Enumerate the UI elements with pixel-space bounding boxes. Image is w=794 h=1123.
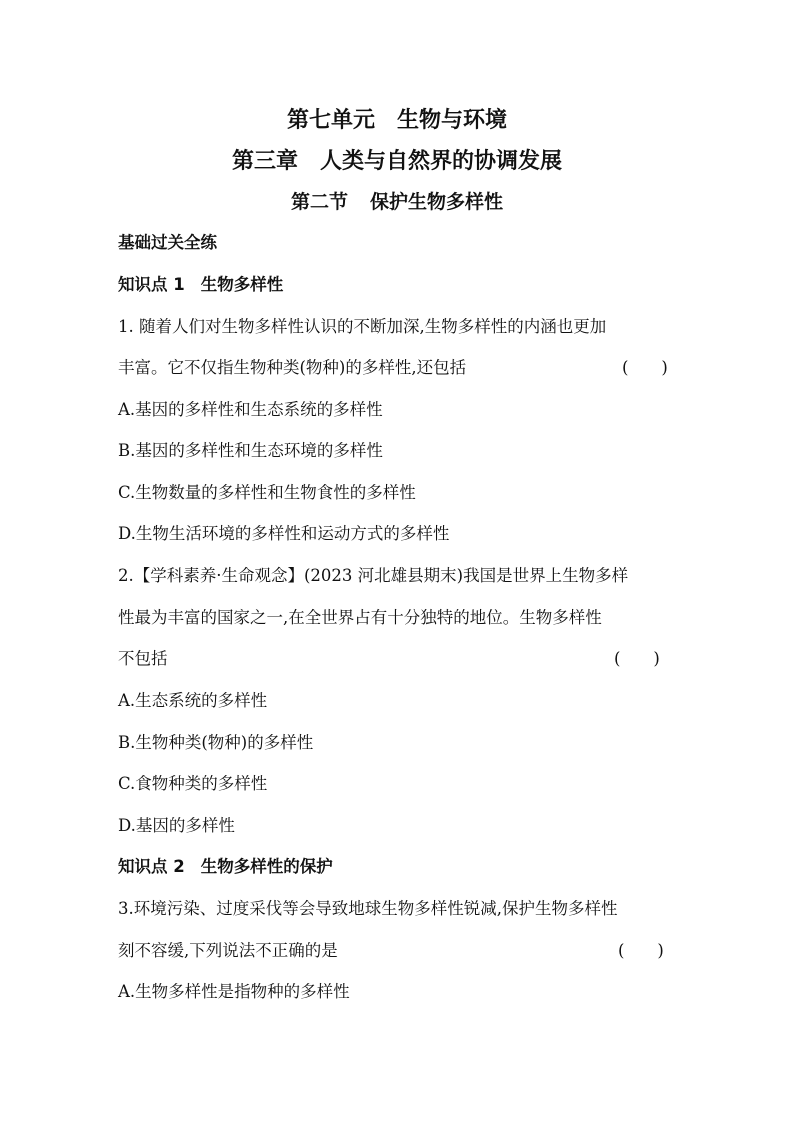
unit-title	[0, 103, 794, 134]
unit-number: 第七单元	[286, 108, 375, 133]
knowledge-point-label: 知识点 1	[118, 275, 185, 294]
section-title	[0, 187, 794, 214]
option-c: C.生物数量的多样性和生物食性的多样性	[118, 483, 416, 502]
section-name: 保护生物多样性	[370, 191, 504, 213]
option-a: A.基因的多样性和生态系统的多样性	[118, 400, 383, 419]
section-number: 第二节	[290, 191, 348, 213]
option-c: C.食物种类的多样性	[118, 774, 268, 793]
option-d: D.基因的多样性	[118, 816, 235, 835]
question-text-line: 性最为丰富的国家之一,在全世界占有十分独特的地位。生物多样性	[118, 608, 602, 627]
question-text-line: 丰富。它不仅指生物种类(物种)的多样性,还包括	[118, 358, 467, 377]
knowledge-point-title: 生物多样性的保护	[200, 857, 333, 876]
knowledge-point-heading	[118, 273, 283, 297]
question-text-line: 刻不容缓,下列说法不正确的是	[118, 941, 338, 960]
answer-parenthesis: ( )	[618, 941, 664, 960]
question-text-line: 3.环境污染、过度采伐等会导致地球生物多样性锐减,保护生物多样性	[118, 899, 618, 918]
knowledge-point-title: 生物多样性	[200, 275, 284, 294]
question-text-line: 2.【学科素养·生命观念】(2023 河北雄县期末)我国是世界上生物多样	[118, 566, 629, 585]
option-a: A.生物多样性是指物种的多样性	[118, 982, 350, 1001]
answer-parenthesis: ( )	[622, 358, 668, 377]
chapter-name: 人类与自然界的协调发展	[320, 149, 563, 174]
practice-heading: 基础过关全练	[118, 233, 217, 252]
question-text-line: 1. 随着人们对生物多样性认识的不断加深,生物多样性的内涵也更加	[118, 317, 607, 336]
knowledge-point-heading	[118, 855, 333, 879]
knowledge-point-label: 知识点 2	[118, 857, 185, 876]
chapter-number: 第三章	[231, 149, 298, 174]
option-b: B.基因的多样性和生态环境的多样性	[118, 441, 383, 460]
question-text-line: 不包括	[118, 649, 168, 668]
option-d: D.生物生活环境的多样性和运动方式的多样性	[118, 524, 450, 543]
option-a: A.生态系统的多样性	[118, 691, 268, 710]
unit-name: 生物与环境	[397, 108, 508, 133]
option-b: B.生物种类(物种)的多样性	[118, 733, 314, 752]
chapter-title	[0, 144, 794, 175]
answer-parenthesis: ( )	[614, 649, 660, 668]
